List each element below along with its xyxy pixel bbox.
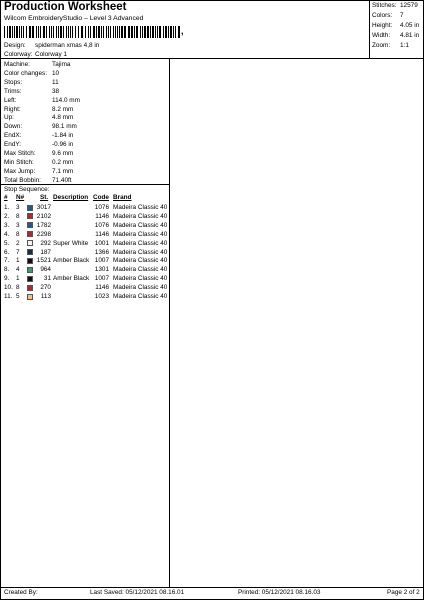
stat-label: Height: <box>372 22 393 29</box>
machine-info-value: 10 <box>52 69 60 77</box>
machine-info-value: 98.1 mm <box>52 123 77 131</box>
machine-info-label: Right: <box>4 105 21 113</box>
design-value: spiderman xmas 4,8 in <box>35 42 100 49</box>
needle-number: 1 <box>16 257 20 265</box>
stats-divider <box>369 0 370 58</box>
thread-brand: Madeira Classic 40 <box>113 284 168 292</box>
stitch-count: 964 <box>40 266 51 274</box>
barcode-bar <box>66 26 67 38</box>
stop-number: 4. <box>4 230 10 238</box>
machine-info-label: Color changes: <box>4 69 47 77</box>
barcode-bar <box>119 26 120 38</box>
barcode-bar <box>9 26 11 38</box>
barcode-bar <box>85 26 86 38</box>
barcode-bar <box>72 26 73 38</box>
thread-code: 1076 <box>94 204 109 211</box>
stop-number: 1. <box>4 204 10 211</box>
barcode-bar <box>144 26 146 38</box>
stat-value: 1:1 <box>400 42 409 49</box>
thread-brand: Madeira Classic 40 <box>113 212 168 220</box>
stitch-count: 187 <box>40 248 51 256</box>
machine-info-value: 8.2 mm <box>52 105 74 113</box>
thread-code: 1301 <box>94 266 109 274</box>
barcode-bar <box>68 26 69 38</box>
machine-info-label: Left: <box>4 96 17 104</box>
barcode-bar <box>128 26 130 38</box>
stop-number: 8. <box>4 266 10 274</box>
barcode-bar <box>165 26 167 38</box>
thread-code: 1076 <box>94 221 109 229</box>
barcode-bar <box>101 26 102 38</box>
stop-number: 2. <box>4 212 10 220</box>
needle-number: 1 <box>16 275 20 283</box>
thread-brand: Madeira Classic 40 <box>113 204 168 211</box>
barcode-bar <box>46 26 47 38</box>
barcode-bar <box>81 26 83 38</box>
stitch-count: 2102 <box>36 212 51 220</box>
barcode-bar <box>152 26 154 38</box>
thread-brand: Madeira Classic 40 <box>113 257 168 265</box>
needle-number: 8 <box>16 230 20 238</box>
page-subtitle: Wilcom EmbroideryStudio – Level 3 Advanced <box>4 15 144 22</box>
barcode-bar <box>14 26 15 38</box>
footer-printed: Printed: 05/12/2021 08.16.03 <box>238 589 321 596</box>
thread-brand: Madeira Classic 40 <box>113 248 168 256</box>
thread-description: Amber Black <box>53 275 90 283</box>
thread-brand: Madeira Classic 40 <box>113 275 168 283</box>
header-brand: Brand <box>113 194 132 201</box>
barcode-bar <box>155 26 156 38</box>
barcode-bar <box>168 26 169 38</box>
machine-info-value: Tajima <box>52 61 71 68</box>
barcode-bar <box>53 26 54 38</box>
needle-number: 5 <box>16 293 20 300</box>
thread-code: 1007 <box>94 257 109 265</box>
machine-info-value: 4.8 mm <box>52 114 74 122</box>
barcode-bar <box>124 26 126 38</box>
stitch-count: 3017 <box>36 204 51 211</box>
machine-info-label: Min Stitch: <box>4 158 34 166</box>
thread-brand: Madeira Classic 40 <box>113 221 168 229</box>
barcode-bar <box>113 26 114 38</box>
barcode-bar <box>134 26 135 38</box>
stat-label: Stitches: <box>372 2 397 9</box>
thread-description: Super White <box>53 239 89 247</box>
needle-number: 4 <box>16 266 20 274</box>
stop-number: 5. <box>4 239 10 247</box>
needle-number: 7 <box>16 248 20 256</box>
needle-number: 3 <box>16 204 20 211</box>
barcode-bar <box>96 26 97 38</box>
thread-code: 1023 <box>94 293 109 300</box>
colorway-label: Colorway: <box>4 51 33 58</box>
barcode-image <box>4 26 180 38</box>
machine-info-label: Max Stitch: <box>4 150 36 157</box>
thread-brand: Madeira Classic 40 <box>113 293 168 300</box>
barcode-bar <box>12 26 13 38</box>
machine-info-label: Up: <box>4 114 14 122</box>
needle-number: 8 <box>16 212 20 220</box>
barcode-bar <box>40 26 41 38</box>
machine-info-label: EndX: <box>4 132 22 140</box>
barcode-bar <box>157 26 158 38</box>
machine-info-value: 71.40ft <box>52 176 72 184</box>
barcode-bar <box>103 26 104 38</box>
stop-number: 11. <box>4 293 13 300</box>
machine-info-divider <box>0 184 169 185</box>
barcode-bar <box>115 26 116 38</box>
barcode-bar <box>175 26 176 38</box>
barcode-bar <box>159 26 161 38</box>
machine-info-value: -0.96 in <box>52 141 74 149</box>
machine-info-value: 11 <box>52 78 59 86</box>
machine-info-label: Total Bobbin: <box>4 176 41 184</box>
machine-info-label: EndY: <box>4 141 22 149</box>
thread-code: 1146 <box>95 230 109 238</box>
barcode-bar <box>131 26 133 38</box>
barcode-bar <box>178 26 180 38</box>
column-divider <box>169 58 170 587</box>
thread-brand: Madeira Classic 40 <box>113 266 168 274</box>
barcode-bar <box>136 26 138 38</box>
thread-code: 1146 <box>95 212 109 220</box>
stitch-count: 292 <box>40 239 51 247</box>
barcode-bar <box>56 26 57 38</box>
footer-page-number: Page 2 of 2 <box>387 589 420 596</box>
machine-info-value: 7.1 mm <box>52 167 74 175</box>
barcode-bar <box>70 26 71 38</box>
machine-info-value: 9.6 mm <box>52 150 74 157</box>
barcode-bar <box>106 26 107 38</box>
barcode-bar <box>49 26 50 38</box>
machine-info-label: Down: <box>4 123 23 131</box>
machine-info-value: 0.2 mm <box>52 158 74 166</box>
thread-code: 1146 <box>95 284 109 292</box>
stitch-count: 1782 <box>36 221 51 229</box>
barcode-bar <box>173 26 174 38</box>
thread-code: 1007 <box>94 275 109 283</box>
stat-value: 7 <box>400 12 404 19</box>
barcode-bar <box>88 26 89 38</box>
stitch-count: 113 <box>40 293 51 300</box>
barcode-bar <box>51 26 52 38</box>
barcode-bar <box>108 26 109 38</box>
machine-info-label: Stops: <box>4 78 23 86</box>
barcode-bar <box>147 26 149 38</box>
barcode-bar <box>140 26 141 38</box>
footer-created-by: Created By: <box>4 589 38 596</box>
thread-code: 1366 <box>94 248 109 256</box>
stop-number: 7. <box>4 257 10 265</box>
thread-description: Amber Black <box>53 257 90 265</box>
barcode-bar <box>29 26 31 38</box>
stitch-count: 270 <box>40 284 51 292</box>
machine-info-value: -1.84 in <box>52 132 74 140</box>
machine-info-label: Trims: <box>4 87 22 95</box>
barcode-bar <box>19 26 20 38</box>
barcode-bar <box>63 26 64 38</box>
thread-brand: Madeira Classic 40 <box>113 230 168 238</box>
header-divider <box>0 58 424 59</box>
page-title: Production Worksheet <box>4 1 127 13</box>
colorway-value: Colorway 1 <box>35 51 67 58</box>
barcode-bar <box>7 26 8 38</box>
barcode-bar <box>4 26 5 38</box>
stat-label: Colors: <box>372 12 393 19</box>
header-num: # <box>4 194 8 201</box>
left-border <box>0 0 1 600</box>
stop-number: 9. <box>4 275 10 283</box>
barcode-bar <box>90 26 91 38</box>
stitch-count: 1521 <box>36 257 51 265</box>
stop-sequence-title: Stop Sequence: <box>4 186 50 193</box>
needle-number: 2 <box>16 239 20 247</box>
machine-info-value: 114.0 mm <box>52 96 80 104</box>
barcode-bar <box>142 26 143 38</box>
header-code: Code <box>93 194 109 201</box>
machine-info-label: Machine: <box>4 61 30 68</box>
barcode-bar <box>98 26 100 38</box>
needle-number: 3 <box>16 221 20 229</box>
barcode-bar <box>170 26 172 38</box>
barcode-bar <box>110 26 111 38</box>
design-label: Design: <box>4 42 26 49</box>
barcode-bar <box>163 26 164 38</box>
barcode-bar <box>93 26 95 38</box>
barcode-bar <box>21 26 22 38</box>
stat-label: Width: <box>372 32 391 39</box>
stop-number: 3. <box>4 221 10 229</box>
barcode-bar <box>16 26 18 38</box>
barcode-bar <box>26 26 27 38</box>
header-needle: N# <box>16 194 25 201</box>
barcode-bar <box>60 26 62 38</box>
barcode-bar <box>78 26 79 38</box>
barcode-bar <box>75 26 76 38</box>
barcode-suffix: , <box>181 26 184 36</box>
barcode-bar <box>150 26 151 38</box>
stitch-count: 2298 <box>36 230 51 238</box>
machine-info-value: 38 <box>52 87 60 95</box>
stat-value: 12579 <box>400 2 418 9</box>
stat-value: 4.81 in <box>400 32 420 39</box>
header-stitches: St. <box>40 194 49 201</box>
stop-number: 6. <box>4 248 10 256</box>
needle-number: 8 <box>16 284 20 292</box>
header-description: Description <box>53 194 89 201</box>
barcode-bar <box>58 26 59 38</box>
stat-value: 4.05 in <box>400 22 420 29</box>
footer-last-saved: Last Saved: 05/12/2021 08.16.01 <box>90 589 185 596</box>
stitch-count: 31 <box>43 275 51 283</box>
barcode-bar <box>121 26 123 38</box>
machine-info-label: Max Jump: <box>4 167 36 175</box>
barcode-bar <box>36 26 37 38</box>
thread-code: 1001 <box>94 239 109 247</box>
barcode-bar <box>38 26 39 38</box>
stat-label: Zoom: <box>372 42 391 49</box>
footer-divider <box>0 587 424 588</box>
barcode-bar <box>117 26 118 38</box>
barcode-bar <box>43 26 45 38</box>
stop-number: 10. <box>4 284 13 292</box>
thread-brand: Madeira Classic 40 <box>113 239 168 247</box>
barcode-bar <box>32 26 34 38</box>
barcode-bar <box>23 26 24 38</box>
